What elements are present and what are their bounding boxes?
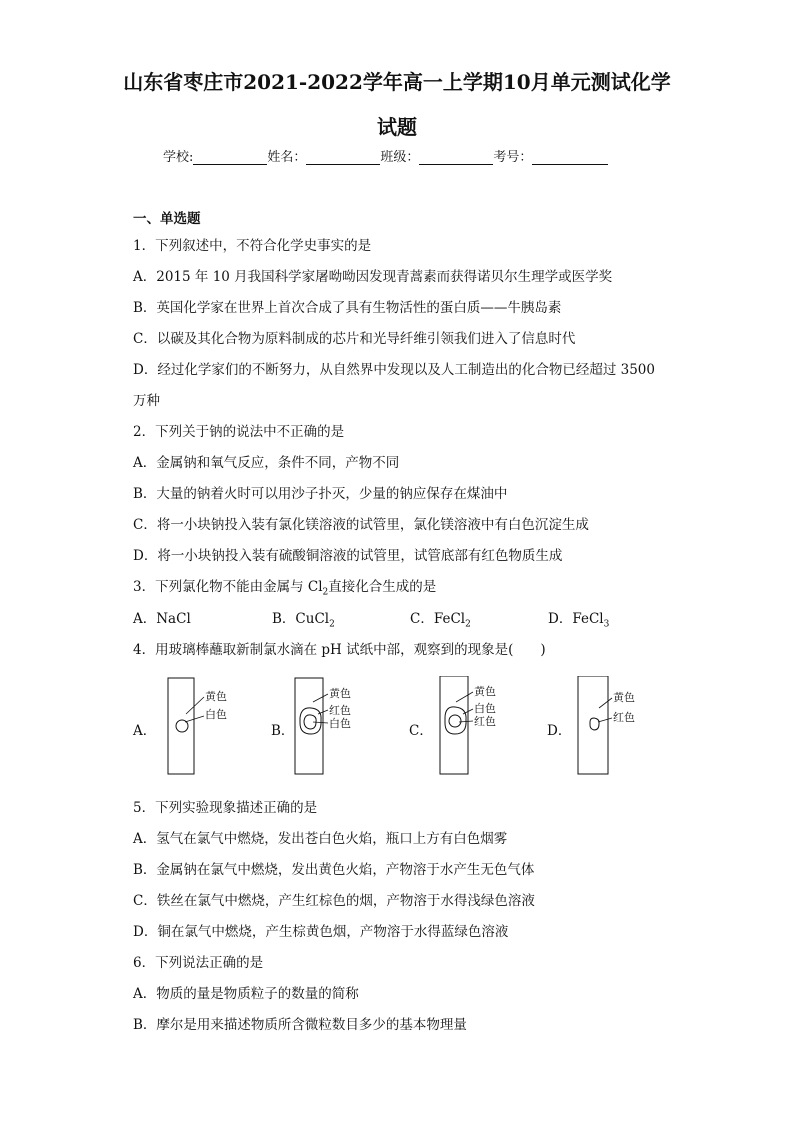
fig-b-label-3: 白色 <box>329 717 351 730</box>
fig-a-label-1: 黄色 <box>205 690 227 703</box>
q1-option-c: C．以碳及其化合物为原料制成的芯片和光导纤维引领我们进入了信息时代 <box>133 331 576 347</box>
q4-label-a: A． <box>133 723 157 739</box>
section-heading: 一、单选题 <box>133 211 201 227</box>
q6-option-b: B．摩尔是用来描述物质所含微粒数目多少的基本物理量 <box>133 1017 467 1033</box>
q4-label-d: D． <box>547 723 572 739</box>
q1-option-a: A．2015 年 10 月我国科学家屠呦呦因发现青蒿素而获得诺贝尔生理学或医学奖 <box>133 269 613 285</box>
fig-d-label-2: 红色 <box>613 711 635 724</box>
q6-option-a: A．物质的量是物质粒子的数量的简称 <box>133 986 359 1002</box>
q4-figure-b <box>289 676 379 784</box>
q3-option-c: C．FeCl$_2$ <box>410 611 471 630</box>
q4-label-b: B． <box>271 723 295 739</box>
school-blank <box>193 150 267 165</box>
q4-stem: 4．用玻璃棒蘸取新制氯水滴在 pH 试纸中部，观察到的现象是( ) <box>133 642 546 658</box>
q4-label-c: C． <box>409 723 433 739</box>
number-blank <box>532 150 608 165</box>
school-label: 学校: <box>163 150 194 165</box>
fig-b-label-1: 黄色 <box>329 687 351 700</box>
q5-option-a: A．氢气在氯气中燃烧，发出苍白色火焰，瓶口上方有白色烟雾 <box>133 831 508 847</box>
q4-figure-c <box>434 676 524 784</box>
fig-c-label-1: 黄色 <box>474 685 496 698</box>
fig-b-label-2: 红色 <box>329 704 351 717</box>
name-label: 姓名： <box>267 150 307 165</box>
q4-figure-d <box>574 676 654 784</box>
student-info-row <box>163 146 608 165</box>
q5-stem: 5．下列实验现象描述正确的是 <box>133 800 318 816</box>
number-label: 考号： <box>493 150 533 165</box>
q3-option-d: D．FeCl$_3$ <box>548 611 610 630</box>
q2-option-a: A．金属钠和氧气反应，条件不同，产物不同 <box>133 455 400 471</box>
name-blank <box>306 150 380 165</box>
q3-option-b: B．CuCl$_2$ <box>272 611 335 630</box>
q1-option-b: B．英国化学家在世界上首次合成了具有生物活性的蛋白质——牛胰岛素 <box>133 300 562 316</box>
q1-option-d-cont: 万种 <box>133 393 160 409</box>
q2-option-b: B．大量的钠着火时可以用沙子扑灭，少量的钠应保存在煤油中 <box>133 486 508 502</box>
q5-option-d: D．铜在氯气中燃烧，产生棕黄色烟，产物溶于水得蓝绿色溶液 <box>133 924 509 940</box>
q5-option-b: B．金属钠在氯气中燃烧，发出黄色火焰，产物溶于水产生无色气体 <box>133 862 535 878</box>
q4-figure-a <box>160 676 240 784</box>
q6-stem: 6．下列说法正确的是 <box>133 955 264 971</box>
fig-c-label-2: 白色 <box>474 702 496 715</box>
q1-stem: 1．下列叙述中，不符合化学史事实的是 <box>133 238 372 254</box>
q5-option-c: C．铁丝在氯气中燃烧，产生红棕色的烟，产物溶于水得浅绿色溶液 <box>133 893 535 909</box>
fig-a-label-2: 白色 <box>205 708 227 721</box>
q2-stem: 2．下列关于钠的说法中不正确的是 <box>133 424 345 440</box>
title-line-2: 试题 <box>377 115 417 139</box>
q1-option-d: D．经过化学家们的不断努力，从自然界中发现以及人工制造出的化合物已经超过 3500 <box>133 362 655 378</box>
fig-c-label-3: 红色 <box>474 715 496 728</box>
class-blank <box>419 150 493 165</box>
fig-d-label-1: 黄色 <box>613 691 635 704</box>
q3-stem: 3．下列氯化物不能由金属与 $Cl_2$直接化合生成的是 <box>133 579 437 598</box>
q2-option-c: C．将一小块钠投入装有氯化镁溶液的试管里，氯化镁溶液中有白色沉淀生成 <box>133 517 589 533</box>
q3-option-a: A．NaCl <box>133 611 191 627</box>
class-label: 班级： <box>380 150 420 165</box>
q2-option-d: D．将一小块钠投入装有硫酸铜溶液的试管里，试管底部有红色物质生成 <box>133 548 563 564</box>
title-line-1: 山东省枣庄市2021-2022学年高一上学期10月单元测试化学 <box>123 70 671 94</box>
